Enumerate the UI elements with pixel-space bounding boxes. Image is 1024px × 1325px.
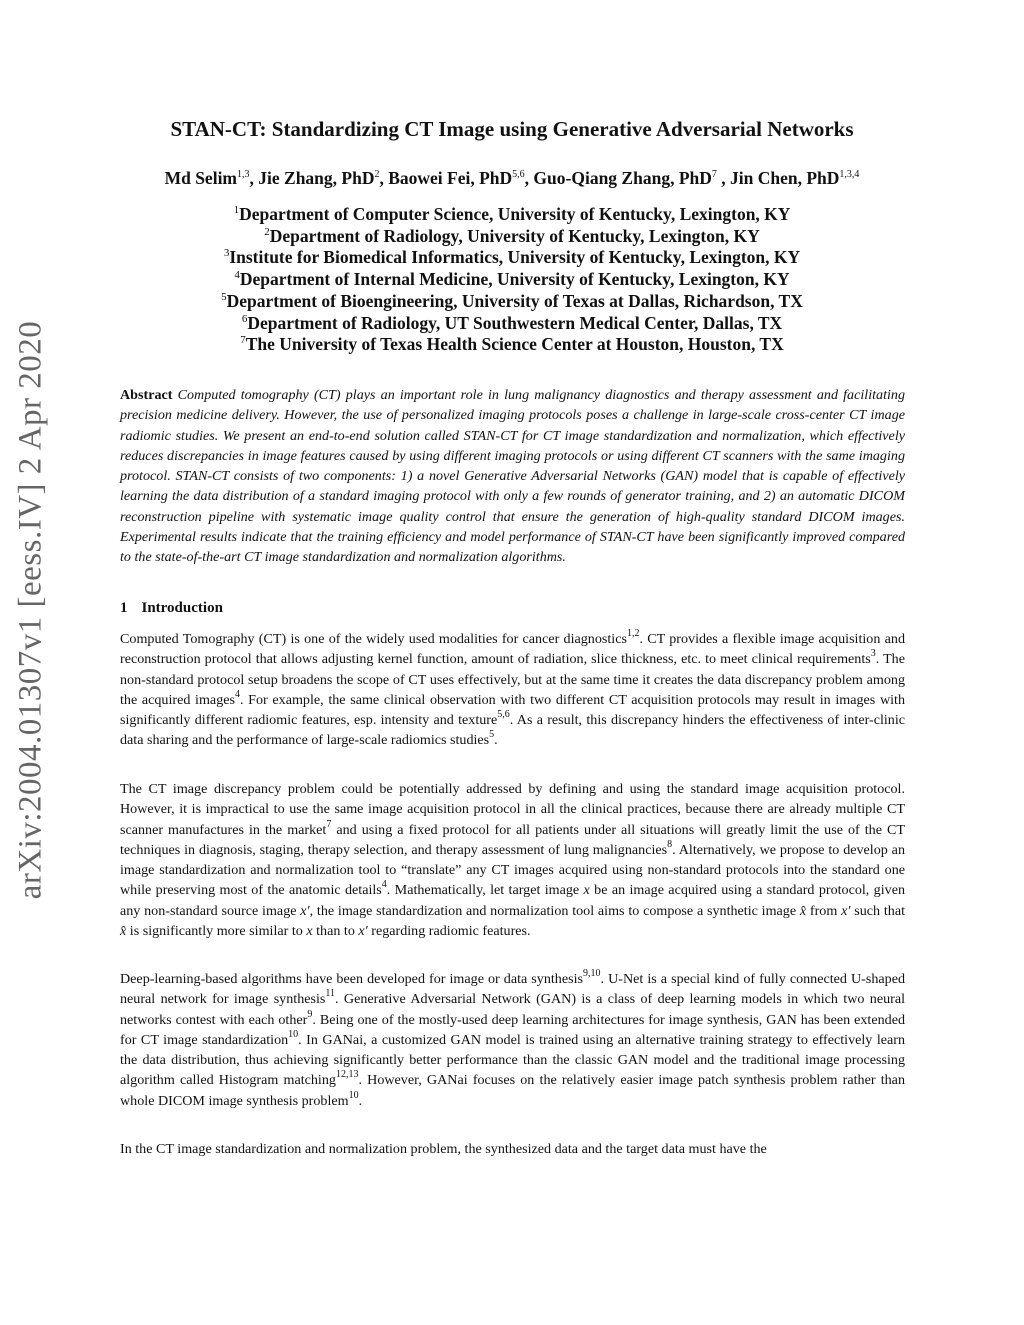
citation-mark: 10 [348, 1089, 359, 1101]
affiliation-mark: 1 [233, 204, 240, 216]
author-name: Baowei Fei, PhD [388, 168, 513, 188]
math-symbol: x′ [358, 923, 368, 940]
section-heading [120, 600, 223, 617]
affiliation-text: The University of Texas Health Science Center at Houston, Houston, TX [245, 334, 784, 355]
paragraph-text: . As a result, this discrepancy hinders the effectiveness of inter-clinic data sharing and the performance of large-scale radiomics studies [120, 712, 905, 749]
body-paragraph [120, 629, 905, 751]
paper-title: STAN-CT: Standardizing CT Image using Generative Adversarial Networks [170, 117, 854, 141]
author-affiliation-mark: 1,3,4 [839, 169, 860, 180]
citation-mark: 12,13 [335, 1069, 359, 1081]
arxiv-identifier-stamp [6, 250, 56, 970]
author-affiliation-mark: 7 [711, 169, 717, 180]
paragraph-text: . CT provides a flexible image acquisition and reconstruction protocol that allows adjusting kernel function, amount of radiation, slice thickness, etc. to meet clinical requirements [120, 631, 905, 668]
paragraph-text: , the image standardization and normalization tool aims to compose a synthetic image [309, 902, 800, 919]
paragraph-text: is significantly more similar to [126, 923, 307, 940]
citation-mark: 9 [307, 1008, 313, 1020]
affiliation-mark: 2 [264, 225, 270, 238]
citation-mark: 10 [288, 1028, 299, 1040]
paragraph-text: and using a fixed protocol for all patients under all situations will greatly limit the use of the CT techniques in diagnosis, staging, therapy selection, and therapy assessment of lung malignancies [120, 821, 905, 858]
affiliation-list [100, 204, 924, 356]
body-paragraph [120, 969, 905, 1111]
paragraph-text: . The non-standard protocol setup broadens the scope of CT uses effectively, but at the same time it creates the data discrepancy problem among the acquired images [120, 651, 905, 708]
affiliation-mark: 7 [240, 334, 246, 347]
section-number: 1 [120, 600, 128, 616]
author-name: Md Selim [164, 168, 238, 188]
author-name: Guo-Qiang Zhang, PhD [533, 168, 712, 188]
affiliation-line [100, 269, 924, 291]
affiliation-mark: 5 [221, 290, 227, 303]
paragraph-text: than to [312, 923, 359, 940]
math-symbol: x′ [300, 902, 310, 919]
paragraph-text: . [358, 1092, 363, 1109]
affiliation-line [100, 313, 924, 335]
paragraph-text: Computed Tomography (CT) is one of the widely used modalities for cancer diagnostics [120, 631, 627, 647]
affiliation-mark: 6 [241, 312, 248, 325]
author-list: Md Selim$^{1,3}$, Jie Zhang, PhD$^2$, Baowei Fei, PhD$^{5,6}$, Guo-Qiang Zhang, PhD$^7$ , Jin Chen, PhD$^{1,3,4}$ [164, 168, 860, 188]
affiliation-text: Department of Radiology, UT Southwestern Medical Center, Dallas, TX [247, 312, 783, 333]
affiliation-text: Department of Computer Science, University of Kentucky, Lexington, KY [239, 204, 791, 224]
citation-mark: 4 [381, 879, 387, 891]
paragraph-text: be an image acquired using a standard protocol, given any non-standard source image [120, 882, 905, 919]
paragraph-text: . Alternatively, we propose to develop an image standardization and normalization tool to “translate” any CT images acquired using non-standard protocols into the standard one while preserving most of the anatomic details [120, 841, 905, 899]
affiliation-line [100, 247, 924, 269]
affiliation-line [100, 226, 924, 248]
math-symbol: x [306, 923, 313, 940]
paragraph-text: The CT image discrepancy problem could be potentially addressed by defining and using the standard image acquisition protocol. However, it is impractical to use the same image acquisition protocol in all the clinical practices, because there are already multiple CT scanner manufactures in the market [120, 781, 905, 838]
math-symbol: x [583, 882, 590, 899]
body-paragraph [120, 779, 905, 941]
paragraph-text: . U-Net is a special kind of fully connected U-shaped neural network for image synthesis [120, 971, 905, 1008]
affiliation-line [100, 291, 924, 313]
citation-mark: 1,2 [626, 628, 640, 639]
paragraph-text: Deep-learning-based algorithms have been developed for image or data synthesis [120, 971, 583, 987]
abstract-text: Computed tomography (CT) plays an important role in lung malignancy diagnostics and therapy assessment and facilitating precision medicine delivery. However, the use of personalized imaging protocols poses a challenge in large-scale cross-center CT image radiomic studies. We present an end-to-end solution called STAN-CT for CT image standardization and normalization, which effectively reduces discrepancies in image features caused by using different imaging protocols or using different CT scanners with the same imaging protocol. STAN-CT consists of two components: 1) a novel Generative Adversarial Networks (GAN) model that is capable of effectively learning the data distribution of a standard imaging protocol with only a few rounds of generator training, and 2) an automatic DICOM reconstruction pipeline with systematic image quality control that ensure the generation of high-quality standard DICOM images. Experimental results indicate that the training efficiency and model performance of STAN-CT have been significantly improved compared to the state-of-the-art CT image standardization and normalization algorithms. [120, 387, 905, 566]
affiliation-mark: 3 [223, 247, 230, 260]
paragraph-text: . However, GANai focuses on the relatively easier image patch synthesis problem rather than whole DICOM image synthesis problem [120, 1072, 905, 1109]
citation-mark: 5,6 [497, 709, 510, 721]
body-paragraph [120, 1139, 905, 1159]
citation-mark: 5 [489, 729, 495, 741]
affiliation-text: Department of Bioengineering, University of Texas at Dallas, Richardson, TX [226, 290, 803, 311]
paragraph-text: . Generative Adversarial Network (GAN) is a class of deep learning models in which two neural networks contest with each other [120, 991, 906, 1028]
affiliation-line [100, 204, 924, 226]
paragraph-text: . Being one of the mostly-used deep learning architectures for image synthesis, GAN has been extended for CT image standardization [120, 1011, 906, 1048]
abstract [120, 385, 905, 568]
section-title: Introduction [141, 600, 223, 616]
affiliation-text: Institute for Biomedical Informatics, University of Kentucky, Lexington, KY [229, 247, 801, 268]
citation-mark: 7 [326, 818, 332, 830]
arxiv-identifier-text: arXiv:2004.01307v1 [eess.IV] 2 Apr 2020 [12, 320, 49, 900]
paragraph-text: from [806, 902, 842, 919]
author-name: Jie Zhang, PhD [258, 168, 375, 188]
citation-mark: 9,10 [583, 968, 601, 979]
citation-mark: 11 [325, 988, 336, 1000]
abstract-label: Abstract [120, 387, 173, 403]
citation-mark: 8 [667, 838, 673, 850]
paragraph-text: regarding radiomic features. [367, 923, 531, 940]
math-symbol: x̂ [799, 902, 807, 919]
math-symbol: x̂ [120, 923, 127, 940]
math-symbol: x′ [841, 902, 851, 919]
affiliation-text: Department of Internal Medicine, University of Kentucky, Lexington, KY [239, 269, 790, 290]
paragraph-text: . In GANai, a customized GAN model is trained using an alternative training strategy to effectively learn the data distribution, thus achieving significantly better performance than the classic GAN model and the traditional image processing algorithm called Histogram matching [120, 1031, 905, 1089]
author-affiliation-mark: 5,6 [512, 169, 525, 180]
paragraph-text: such that [850, 902, 905, 919]
paragraph-text: In the CT image standardization and normalization problem, the synthesized data and the target data must have the [120, 1141, 767, 1157]
author-affiliation-mark: 1,3 [237, 169, 250, 180]
citation-mark: 4 [234, 688, 240, 700]
affiliation-mark: 4 [234, 269, 240, 282]
affiliation-line [100, 334, 924, 356]
author-name: Jin Chen, PhD [730, 168, 840, 188]
paragraph-text: . Mathematically, let target image [386, 882, 584, 899]
paragraph-text: . [494, 732, 498, 749]
paragraph-text: . For example, the same clinical observation with two different CT acquisition protocols may result in images with significantly different radiomic features, esp. intensity and texture [120, 691, 906, 729]
citation-mark: 3 [870, 648, 876, 660]
affiliation-text: Department of Radiology, University of Kentucky, Lexington, KY [269, 225, 760, 246]
author-affiliation-mark: 2 [374, 169, 380, 180]
